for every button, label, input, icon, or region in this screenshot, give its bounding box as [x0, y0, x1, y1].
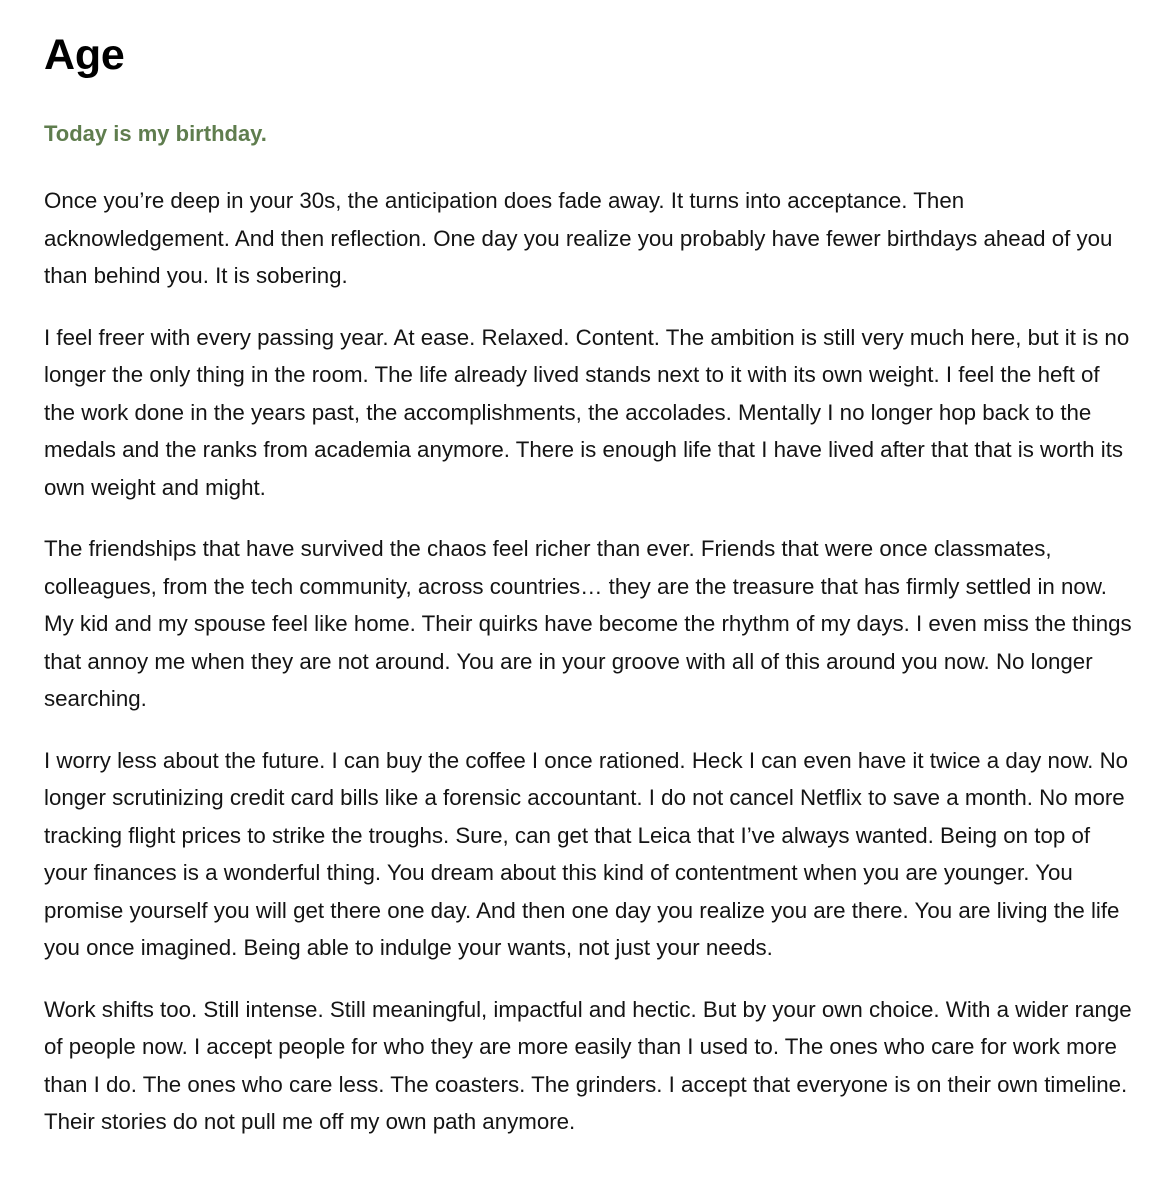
article-title: Age [44, 31, 125, 79]
paragraph: Work shifts too. Still intense. Still meaningful, impactful and hectic. But by your own choice. With a wider range of people now. I accept people for who they are more easily than I used to. The ones who care for work more than I do. The ones who care less. The coasters. The grinders. I accept that everyone is on their own timeline. Their stories do not pull me off my own path anymore. [44, 996, 1132, 1134]
paragraph: Once you’re deep in your 30s, the anticipation does fade away. It turns into acceptance. Then acknowledgement. And then reflection. One day you realize you probably have fewer birthdays ahead of you than behind you. It is sobering. [44, 188, 1113, 288]
paragraph: The friendships that have survived the chaos feel richer than ever. Friends that were once classmates, colleagues, from the tech community, across countries… they are the treasure that has firmly settled in now. My kid and my spouse feel like home. Their quirks have become the rhythm of my days. I even miss the things that annoy me when they are not around. You are in your groove with all of this around you now. No longer searching. [44, 536, 1132, 711]
article-subtitle: Today is my birthday. [44, 121, 267, 146]
paragraph: I feel freer with every passing year. At ease. Relaxed. Content. The ambition is still very much here, but it is no longer the only thing in the room. The life already lived stands next to it with its own weight. I feel the heft of the work done in the years past, the accomplishments, the accolades. Mentally I no longer hop back to the medals and the ranks from academia anymore. There is enough life that I have lived after that that is worth its own weight and might. [44, 324, 1130, 500]
article [44, 24, 1134, 1134]
article-body [44, 182, 1134, 1165]
paragraph: I worry less about the future. I can buy the coffee I once rationed. Heck I can even have it twice a day now. No longer scrutinizing credit card bills like a forensic accountant. I do not cancel Netflix to save a month. No more tracking flight prices to strike the troughs. Sure, can get that Leica that I’ve always wanted. Being on top of your finances is a wonderful thing. You dream about this kind of contentment when you are younger. You promise yourself you will get there one day. And then one day you realize you are there. You are living the life you once imagined. Being able to indulge your wants, not just your needs. [44, 747, 1129, 960]
